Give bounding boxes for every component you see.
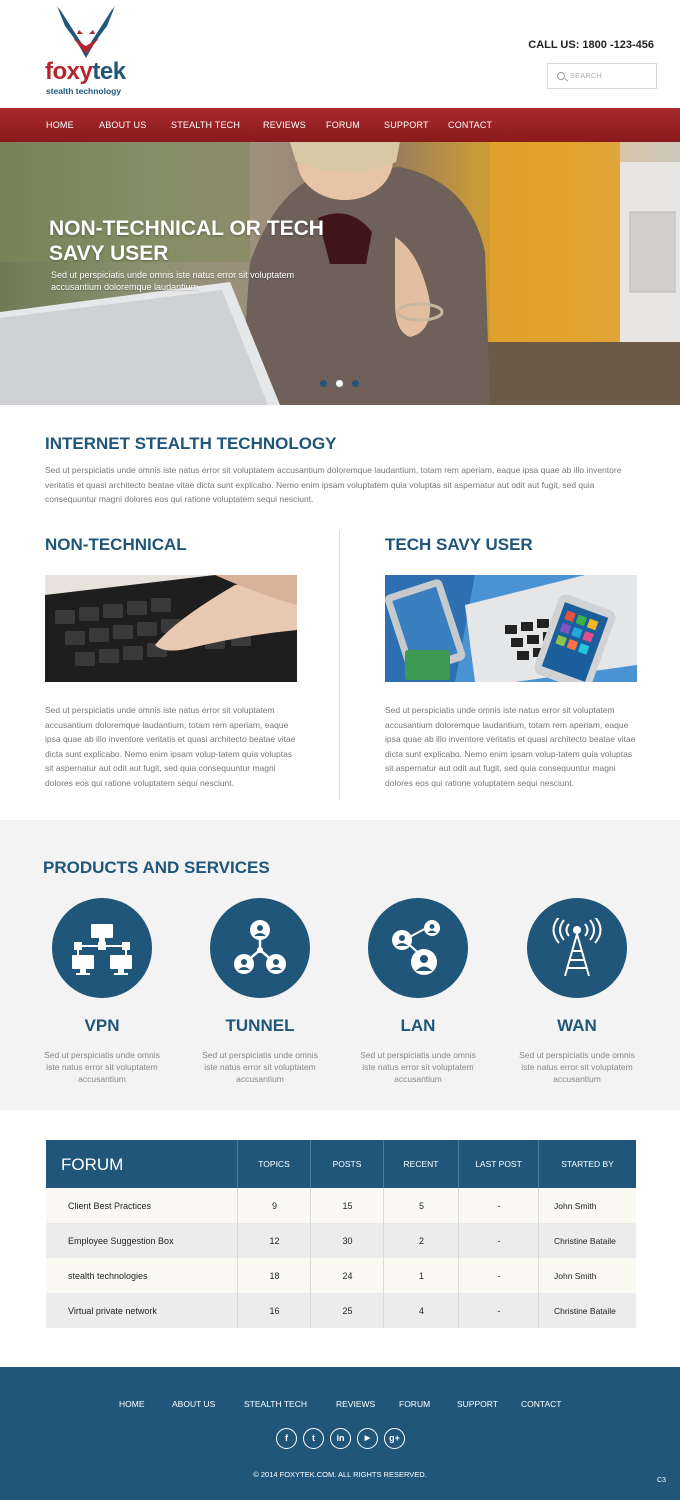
product-tunnel-text: Sed ut perspiciatis unde omnis iste natus error sit voluptatem accusantium [202, 1050, 318, 1084]
slider-dot-3[interactable] [352, 380, 359, 387]
col-last-post: LAST POST [458, 1140, 538, 1188]
forum-row-recent: 5 [418, 1201, 424, 1211]
search-box[interactable] [547, 63, 657, 89]
table-row[interactable] [46, 1258, 636, 1293]
facebook-icon[interactable]: f [276, 1428, 297, 1449]
footer-nav-reviews[interactable]: REVIEWS [336, 1399, 376, 1409]
column-divider [339, 530, 340, 800]
forum-row-posts: 15 [342, 1201, 353, 1211]
forum-row-name[interactable]: stealth technologies [68, 1271, 148, 1281]
devices-photo [385, 575, 637, 682]
product-lan-text: Sed ut perspiciatis unde omnis iste natus error sit voluptatem accusantium [360, 1050, 476, 1084]
logo-wordmark: foxytek [45, 58, 126, 85]
forum-row-recent: 2 [418, 1236, 424, 1246]
site-footer [0, 1367, 680, 1500]
hero-slider [0, 142, 680, 405]
nav-stealth-tech[interactable]: STEALTH TECH [171, 120, 241, 130]
table-row[interactable] [46, 1223, 636, 1258]
product-lan-name: LAN [400, 1016, 436, 1035]
forum-row-started-by[interactable]: Christine Bataile [554, 1236, 616, 1246]
twitter-icon[interactable]: t [303, 1428, 324, 1449]
product-wan-circle [527, 898, 627, 998]
forum-row-recent: 1 [418, 1271, 424, 1281]
footer-nav-stealth-tech[interactable]: STEALTH TECH [244, 1399, 307, 1409]
foxytek-logo[interactable] [45, 6, 135, 96]
footer-nav-support[interactable]: SUPPORT [457, 1399, 498, 1409]
product-vpn[interactable] [37, 898, 167, 1098]
forum-title: FORUM [61, 1155, 124, 1174]
forum-row-posts: 25 [342, 1306, 353, 1316]
intro-text: Sed ut perspiciatis unde omnis iste natus error sit voluptatem accusantium doloremque laudantium, totam rem aperiam, eaque ipsa quae ab illo inventore veritatis et quasi architecto beatae vitae dicta sunt explicabo. Nemo enim ipsam voluptatem quia voluptas sit aspernatur aut odit aut fugit, sed quia consequuntur magni dolores eos qui ratione voluptatem sequi nesciunt. [45, 465, 622, 504]
hero-title: NON-TECHNICAL OR TECH SAVY USER [49, 217, 324, 265]
forum-row-name[interactable]: Client Best Practices [68, 1201, 152, 1211]
nav-reviews[interactable]: REVIEWS [263, 120, 306, 130]
nav-home[interactable]: HOME [46, 120, 74, 130]
nav-about-us[interactable]: ABOUT US [99, 120, 147, 130]
forum-row-started-by[interactable]: John Smith [554, 1271, 597, 1281]
col-topics: TOPICS [237, 1140, 310, 1188]
forum-row-topics: 12 [269, 1236, 280, 1246]
main-nav [0, 108, 680, 142]
forum-row-name[interactable]: Employee Suggestion Box [68, 1236, 174, 1246]
users-connected-icon [230, 918, 290, 978]
forum-row-last-post: - [497, 1271, 501, 1281]
forum-row-recent: 4 [418, 1306, 424, 1316]
products-title: PRODUCTS AND SERVICES [43, 858, 270, 877]
forum-row-posts: 24 [342, 1271, 353, 1281]
nav-contact[interactable]: CONTACT [448, 120, 493, 130]
forum-row-topics: 9 [271, 1201, 277, 1211]
forum-row-last-post: - [497, 1201, 501, 1211]
nav-support[interactable]: SUPPORT [384, 120, 429, 130]
fox-logo-icon [55, 6, 117, 62]
table-row[interactable] [46, 1188, 636, 1223]
tech-savy-title: TECH SAVY USER [385, 535, 533, 554]
search-icon [557, 72, 565, 80]
search-input[interactable] [570, 68, 654, 84]
footer-nav-about-us[interactable]: ABOUT US [172, 1399, 216, 1409]
network-computers-icon [72, 918, 132, 978]
footer-nav-forum[interactable]: FORUM [399, 1399, 431, 1409]
site-header [0, 0, 680, 108]
footer-nav-contact[interactable]: CONTACT [521, 1399, 562, 1409]
antenna-tower-icon [547, 918, 607, 978]
product-vpn-text: Sed ut perspiciatis unde omnis iste natus error sit voluptatem accusantium [44, 1050, 160, 1084]
product-vpn-name: VPN [84, 1016, 120, 1035]
forum-row-last-post: - [497, 1306, 501, 1316]
col-started-by: STARTED BY [538, 1140, 636, 1188]
product-wan[interactable] [512, 898, 642, 1098]
forum-row-posts: 30 [342, 1236, 353, 1246]
forum-row-topics: 16 [269, 1306, 280, 1316]
copyright-text: © 2014 FOXYTEK.COM. ALL RIGHTS RESERVED. [253, 1470, 427, 1479]
col-recent: RECENT [383, 1140, 458, 1188]
slider-dot-2-active[interactable] [336, 380, 343, 387]
nav-forum[interactable]: FORUM [326, 120, 360, 130]
product-wan-name: WAN [557, 1016, 597, 1035]
product-tunnel-name: TUNNEL [225, 1016, 295, 1035]
call-us-phone: CALL US: 1800 -123-456 [528, 39, 654, 51]
google-plus-icon[interactable]: g+ [384, 1428, 405, 1449]
keyboard-typing-photo [45, 575, 297, 682]
forum-table [46, 1140, 636, 1331]
forum-row-name[interactable]: Virtual private network [68, 1306, 157, 1316]
non-technical-text: Sed ut perspiciatis unde omnis iste natus error sit voluptatem accusantium doloremque laudantium, totam rem aperiam, eaque ipsa quae ab illo inventore veritatis et quasi architecto beatae vitae dicta sunt explicabo. Nemo enim ipsam volup-tatem quia voluptas sit aspernatur aut odit aut fugit, sed quia consequuntur magni dolores eos qui ratione voluptatem sequi nesciunt. [45, 705, 296, 788]
products-section [0, 820, 680, 1110]
product-tunnel[interactable] [195, 898, 325, 1098]
forum-row-started-by[interactable]: John Smith [554, 1201, 597, 1211]
table-row[interactable] [46, 1293, 636, 1328]
slider-dot-1[interactable] [320, 380, 327, 387]
product-vpn-circle [52, 898, 152, 998]
product-tunnel-circle [210, 898, 310, 998]
forum-row-last-post: - [497, 1236, 501, 1246]
hero-subtitle: Sed ut perspiciatis unde omnis iste natus error sit voluptatem accusantium doloremque laudantium, [51, 270, 295, 292]
intro-title: INTERNET STEALTH TECHNOLOGY [45, 434, 337, 453]
slider-dots [320, 380, 360, 388]
youtube-icon[interactable]: ▶ [357, 1428, 378, 1449]
forum-row-topics: 18 [269, 1271, 280, 1281]
forum-row-started-by[interactable]: Christine Bataile [554, 1306, 616, 1316]
corner-label: C3 [657, 1477, 666, 1484]
product-lan[interactable] [353, 898, 483, 1098]
user-network-icon [388, 918, 448, 978]
col-posts: POSTS [310, 1140, 383, 1188]
footer-nav-home[interactable]: HOME [119, 1399, 145, 1409]
product-wan-text: Sed ut perspiciatis unde omnis iste natus error sit voluptatem accusantium [519, 1050, 635, 1084]
logo-tagline: stealth technology [46, 86, 122, 96]
non-technical-title: NON-TECHNICAL [45, 535, 187, 554]
product-lan-circle [368, 898, 468, 998]
tech-savy-text: Sed ut perspiciatis unde omnis iste natus error sit voluptatem accusantium doloremque laudantium, totam rem aperiam, eaque ipsa quae ab illo inventore veritatis et quasi architecto beatae vitae dicta sunt explicabo. Nemo enim ipsam volup-tatem quia voluptas sit aspernatur aut odit aut fugit, sed quia consequuntur magni dolores eos qui ratione voluptatem sequi nesciunt. [385, 705, 636, 788]
linkedin-icon[interactable]: in [330, 1428, 351, 1449]
forum-table-header [46, 1140, 636, 1188]
